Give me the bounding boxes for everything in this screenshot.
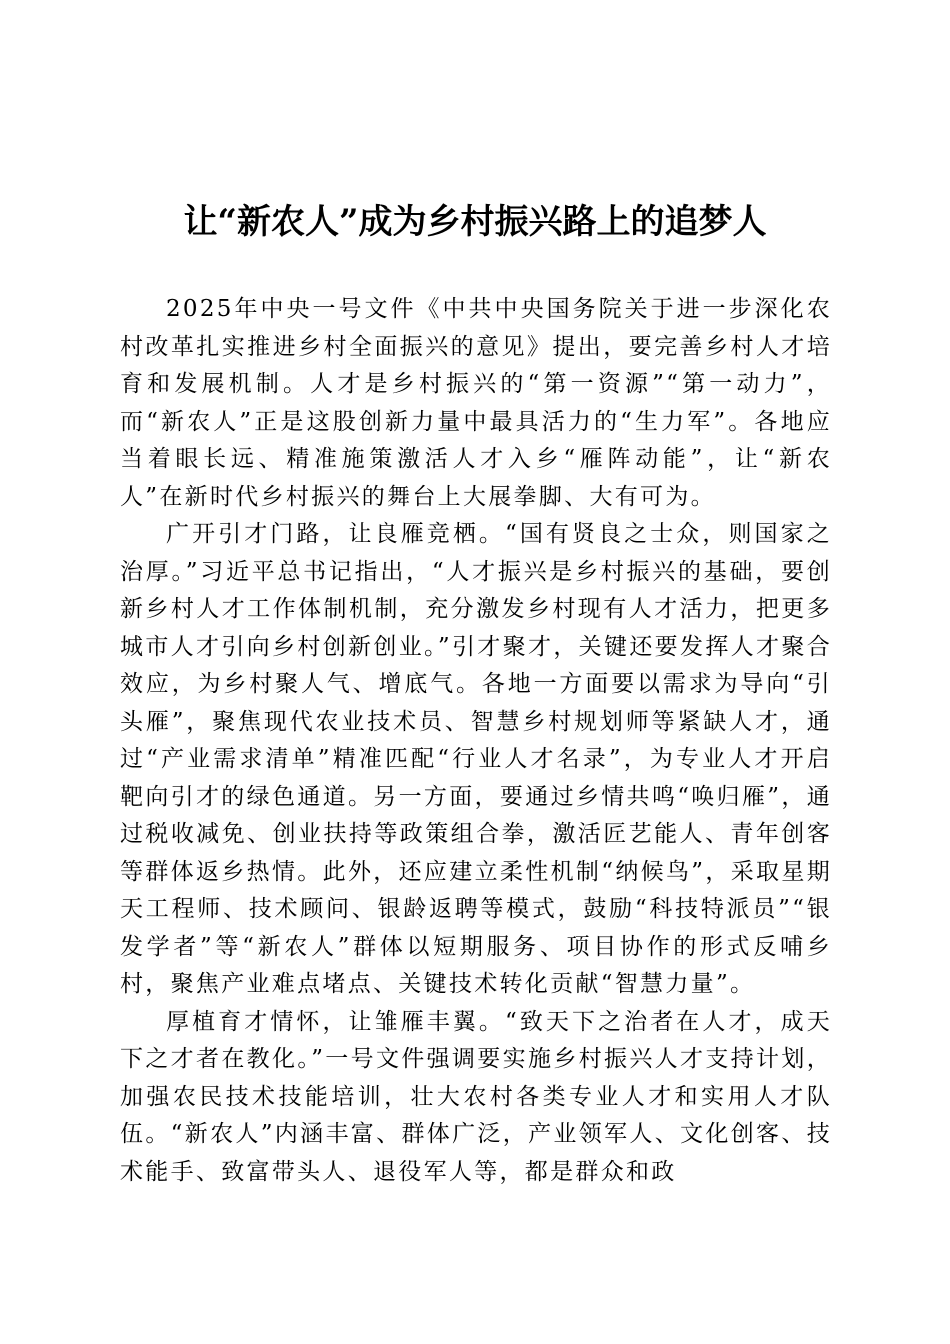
document-title: 让“新农人”成为乡村振兴路上的追梦人 [183,202,767,242]
paragraph-2: 广开引才门路，让良雁竞栖。“国有贤良之士众，则国家之治厚。”习近平总书记指出，“人才振兴是乡村振兴的基础，要创新乡村人才工作体制机制，充分激发乡村现有人才活力，把更多城市人才引向乡村创新创业。”引才聚才，关键还要发挥人才聚合效应，为乡村聚人气、增底气。各地一方面要以需求为导向“引头雁”，聚焦现代农业技术员、智慧乡村规划师等紧缺人才，通过“产业需求清单”精准匹配“行业人才名录”，为专业人才开启靶向引才的绿色通道。另一方面，要通过乡情共鸣“唤归雁”，通过税收减免、创业扶持等政策组合拳，激活匠艺能人、青年创客等群体返乡热情。此外，还应建立柔性机制“纳候鸟”，采取星期天工程师、技术顾问、银龄返聘等模式，鼓励“科技特派员”“银发学者”等“新农人”群体以短期服务、项目协作的形式反哺乡村，聚焦产业难点堵点、关键技术转化贡献“智慧力量”。 [120,521,832,997]
paragraph-1: 2025年中央一号文件《中共中央国务院关于进一步深化农村改革扎实推进乡村全面振兴的意见》提出，要完善乡村人才培育和发展机制。人才是乡村振兴的“第一资源”“第一动力”，而“新农人”正是这股创新力量中最具活力的“生力军”。各地应当着眼长远、精准施策激活人才入乡“雁阵动能”，让“新农人”在新时代乡村振兴的舞台上大展拳脚、大有可为。 [120,296,832,510]
paragraph-3: 厚植育才情怀，让雏雁丰翼。“致天下之治者在人才，成天下之才者在教化。”一号文件强调要实施乡村振兴人才支持计划，加强农民技术技能培训，壮大农村各类专业人才和实用人才队伍。“新农人”内涵丰富、群体广泛，产业领军人、文化创客、技术能手、致富带头人、退役军人等，都是群众和政 [120,1008,832,1185]
document-body [120,291,832,1191]
